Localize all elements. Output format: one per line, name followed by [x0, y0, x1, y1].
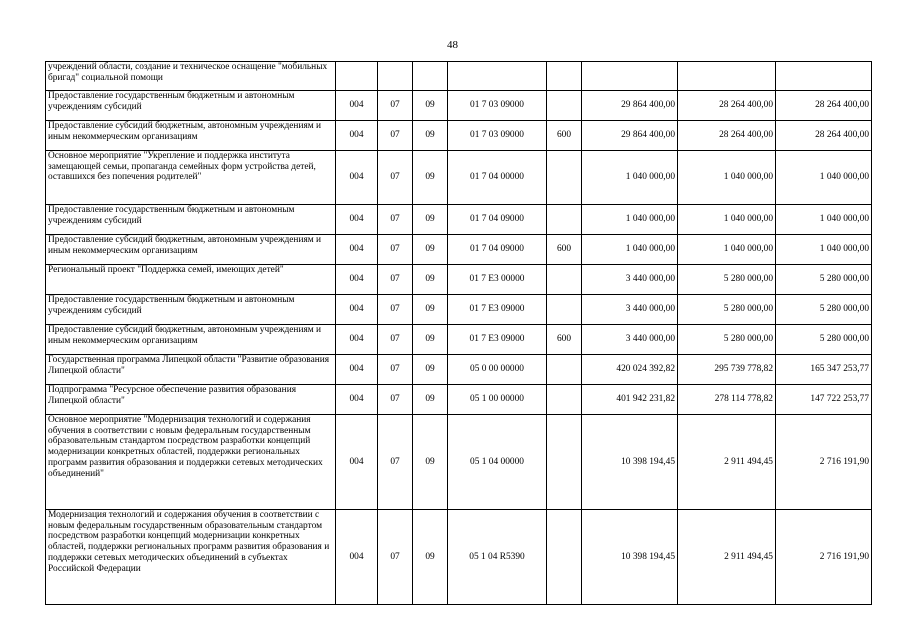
- cell-grbs: 004: [336, 510, 378, 605]
- cell-grbs: 004: [336, 265, 378, 295]
- cell-expense-type: [547, 265, 582, 295]
- row-name: Региональный проект "Поддержка семей, имеющих детей": [46, 265, 336, 295]
- cell-grbs: 004: [336, 151, 378, 205]
- cell-subsection: 09: [413, 295, 448, 325]
- cell-amount-year2: 278 114 778,82: [678, 385, 776, 415]
- cell-target-article: 01 7 04 09000: [448, 205, 547, 235]
- cell-grbs: 004: [336, 205, 378, 235]
- cell-subsection: 09: [413, 91, 448, 121]
- cell-target-article: 01 7 03 09000: [448, 121, 547, 151]
- cell-grbs: 004: [336, 235, 378, 265]
- cell-target-article: 01 7 04 09000: [448, 235, 547, 265]
- cell-amount-year2: 1 040 000,00: [678, 151, 776, 205]
- cell-amount-year2: 1 040 000,00: [678, 235, 776, 265]
- cell-amount-year2: 5 280 000,00: [678, 325, 776, 355]
- cell-section: 07: [378, 91, 413, 121]
- cell-amount-year3: 2 716 191,90: [776, 510, 872, 605]
- cell-section: 07: [378, 205, 413, 235]
- cell-subsection: 09: [413, 235, 448, 265]
- cell-amount-year2: 5 280 000,00: [678, 265, 776, 295]
- cell-amount-year2: 295 739 778,82: [678, 355, 776, 385]
- cell-amount-year1: 420 024 392,82: [582, 355, 678, 385]
- cell-amount-year2: 2 911 494,45: [678, 415, 776, 510]
- cell-amount-year1: 401 942 231,82: [582, 385, 678, 415]
- row-name: Государственная программа Липецкой области "Развитие образования Липецкой области": [46, 355, 336, 385]
- row-name: учреждений области, создание и техническое оснащение "мобильных бригад" социальной помощи: [46, 62, 336, 91]
- row-name: Предоставление субсидий бюджетным, автономным учреждениям и иным некоммерческим организациям: [46, 235, 336, 265]
- cell-section: 07: [378, 265, 413, 295]
- cell-amount-year1: 10 398 194,45: [582, 415, 678, 510]
- cell-amount-year1: 3 440 000,00: [582, 325, 678, 355]
- cell-section: 07: [378, 385, 413, 415]
- cell-expense-type: [547, 510, 582, 605]
- cell-section: [378, 62, 413, 91]
- cell-section: 07: [378, 510, 413, 605]
- cell-subsection: 09: [413, 265, 448, 295]
- table-row: [46, 62, 872, 91]
- cell-target-article: 01 7 03 09000: [448, 91, 547, 121]
- cell-subsection: [413, 62, 448, 91]
- table-row: [46, 205, 872, 235]
- table-row: [46, 295, 872, 325]
- cell-amount-year3: 165 347 253,77: [776, 355, 872, 385]
- table-row: [46, 385, 872, 415]
- cell-target-article: 05 1 04 R5390: [448, 510, 547, 605]
- table-row: [46, 121, 872, 151]
- table-row: [46, 235, 872, 265]
- row-name: Предоставление государственным бюджетным и автономным учреждениям субсидий: [46, 91, 336, 121]
- cell-section: 07: [378, 295, 413, 325]
- cell-amount-year3: 5 280 000,00: [776, 265, 872, 295]
- table-row: [46, 510, 872, 605]
- cell-subsection: 09: [413, 325, 448, 355]
- cell-section: 07: [378, 151, 413, 205]
- table-body: [46, 62, 872, 605]
- row-name: Предоставление государственным бюджетным и автономным учреждениям субсидий: [46, 205, 336, 235]
- cell-amount-year2: 2 911 494,45: [678, 510, 776, 605]
- row-name: Предоставление субсидий бюджетным, автономным учреждениям и иным некоммерческим организациям: [46, 121, 336, 151]
- cell-amount-year1: 29 864 400,00: [582, 91, 678, 121]
- cell-amount-year1: 3 440 000,00: [582, 265, 678, 295]
- cell-amount-year3: 1 040 000,00: [776, 235, 872, 265]
- cell-target-article: 05 1 04 00000: [448, 415, 547, 510]
- cell-amount-year2: 28 264 400,00: [678, 91, 776, 121]
- cell-subsection: 09: [413, 151, 448, 205]
- cell-subsection: 09: [413, 355, 448, 385]
- cell-expense-type: 600: [547, 235, 582, 265]
- cell-amount-year2: 1 040 000,00: [678, 205, 776, 235]
- table-row: [46, 151, 872, 205]
- cell-target-article: 05 0 00 00000: [448, 355, 547, 385]
- cell-section: 07: [378, 121, 413, 151]
- cell-amount-year2: [678, 62, 776, 91]
- cell-amount-year1: 1 040 000,00: [582, 151, 678, 205]
- cell-subsection: 09: [413, 415, 448, 510]
- cell-amount-year3: 28 264 400,00: [776, 91, 872, 121]
- cell-expense-type: [547, 91, 582, 121]
- cell-target-article: 01 7 E3 09000: [448, 325, 547, 355]
- cell-expense-type: 600: [547, 121, 582, 151]
- cell-subsection: 09: [413, 205, 448, 235]
- cell-amount-year1: 3 440 000,00: [582, 295, 678, 325]
- cell-section: 07: [378, 415, 413, 510]
- cell-target-article: 05 1 00 00000: [448, 385, 547, 415]
- table-row: [46, 325, 872, 355]
- cell-subsection: 09: [413, 385, 448, 415]
- cell-expense-type: [547, 151, 582, 205]
- cell-target-article: [448, 62, 547, 91]
- cell-expense-type: [547, 62, 582, 91]
- cell-target-article: 01 7 E3 00000: [448, 265, 547, 295]
- cell-amount-year1: [582, 62, 678, 91]
- table-row: [46, 265, 872, 295]
- cell-amount-year3: 5 280 000,00: [776, 295, 872, 325]
- cell-expense-type: [547, 355, 582, 385]
- cell-amount-year2: 5 280 000,00: [678, 295, 776, 325]
- cell-target-article: 01 7 04 00000: [448, 151, 547, 205]
- cell-target-article: 01 7 E3 09000: [448, 295, 547, 325]
- cell-section: 07: [378, 355, 413, 385]
- table-row: [46, 355, 872, 385]
- cell-amount-year1: 1 040 000,00: [582, 205, 678, 235]
- cell-grbs: 004: [336, 295, 378, 325]
- cell-grbs: 004: [336, 325, 378, 355]
- cell-grbs: 004: [336, 415, 378, 510]
- cell-amount-year3: 2 716 191,90: [776, 415, 872, 510]
- cell-amount-year1: 1 040 000,00: [582, 235, 678, 265]
- cell-expense-type: [547, 415, 582, 510]
- cell-amount-year3: 1 040 000,00: [776, 205, 872, 235]
- cell-expense-type: [547, 295, 582, 325]
- budget-table: [45, 61, 872, 605]
- cell-amount-year1: 10 398 194,45: [582, 510, 678, 605]
- cell-section: 07: [378, 325, 413, 355]
- table-row: [46, 91, 872, 121]
- cell-amount-year3: [776, 62, 872, 91]
- row-name: Подпрограмма "Ресурсное обеспечение развития образования Липецкой области": [46, 385, 336, 415]
- row-name: Основное мероприятие "Модернизация технологий и содержания обучения в соответствии с новым федеральным государственным образовательным стандартом посредством разработки концепций модернизации конкретных областей, поддержки региональных программ развития образования и поддержки сетевых методических объединений": [46, 415, 336, 510]
- cell-expense-type: [547, 205, 582, 235]
- row-name: Предоставление субсидий бюджетным, автономным учреждениям и иным некоммерческим организациям: [46, 325, 336, 355]
- cell-amount-year3: 147 722 253,77: [776, 385, 872, 415]
- cell-grbs: [336, 62, 378, 91]
- cell-grbs: 004: [336, 385, 378, 415]
- cell-subsection: 09: [413, 510, 448, 605]
- table-row: [46, 415, 872, 510]
- cell-section: 07: [378, 235, 413, 265]
- cell-amount-year2: 28 264 400,00: [678, 121, 776, 151]
- cell-amount-year3: 5 280 000,00: [776, 325, 872, 355]
- cell-amount-year1: 29 864 400,00: [582, 121, 678, 151]
- cell-expense-type: 600: [547, 325, 582, 355]
- cell-grbs: 004: [336, 91, 378, 121]
- row-name: Предоставление государственным бюджетным и автономным учреждениям субсидий: [46, 295, 336, 325]
- cell-expense-type: [547, 385, 582, 415]
- cell-grbs: 004: [336, 355, 378, 385]
- row-name: Модернизация технологий и содержания обучения в соответствии с новым федеральным государственным образовательным стандартом посредством разработки концепций модернизации конкретных областей, поддержки региональных программ развития образования и поддержки сетевых методических объединений в субъектах Российской Федерации: [46, 510, 336, 605]
- page-number: 48: [447, 39, 458, 51]
- row-name: Основное мероприятие "Укрепление и поддержка института замещающей семьи, пропаганда семейных форм устройства детей, оставшихся без попечения родителей": [46, 151, 336, 205]
- cell-amount-year3: 1 040 000,00: [776, 151, 872, 205]
- cell-grbs: 004: [336, 121, 378, 151]
- cell-amount-year3: 28 264 400,00: [776, 121, 872, 151]
- cell-subsection: 09: [413, 121, 448, 151]
